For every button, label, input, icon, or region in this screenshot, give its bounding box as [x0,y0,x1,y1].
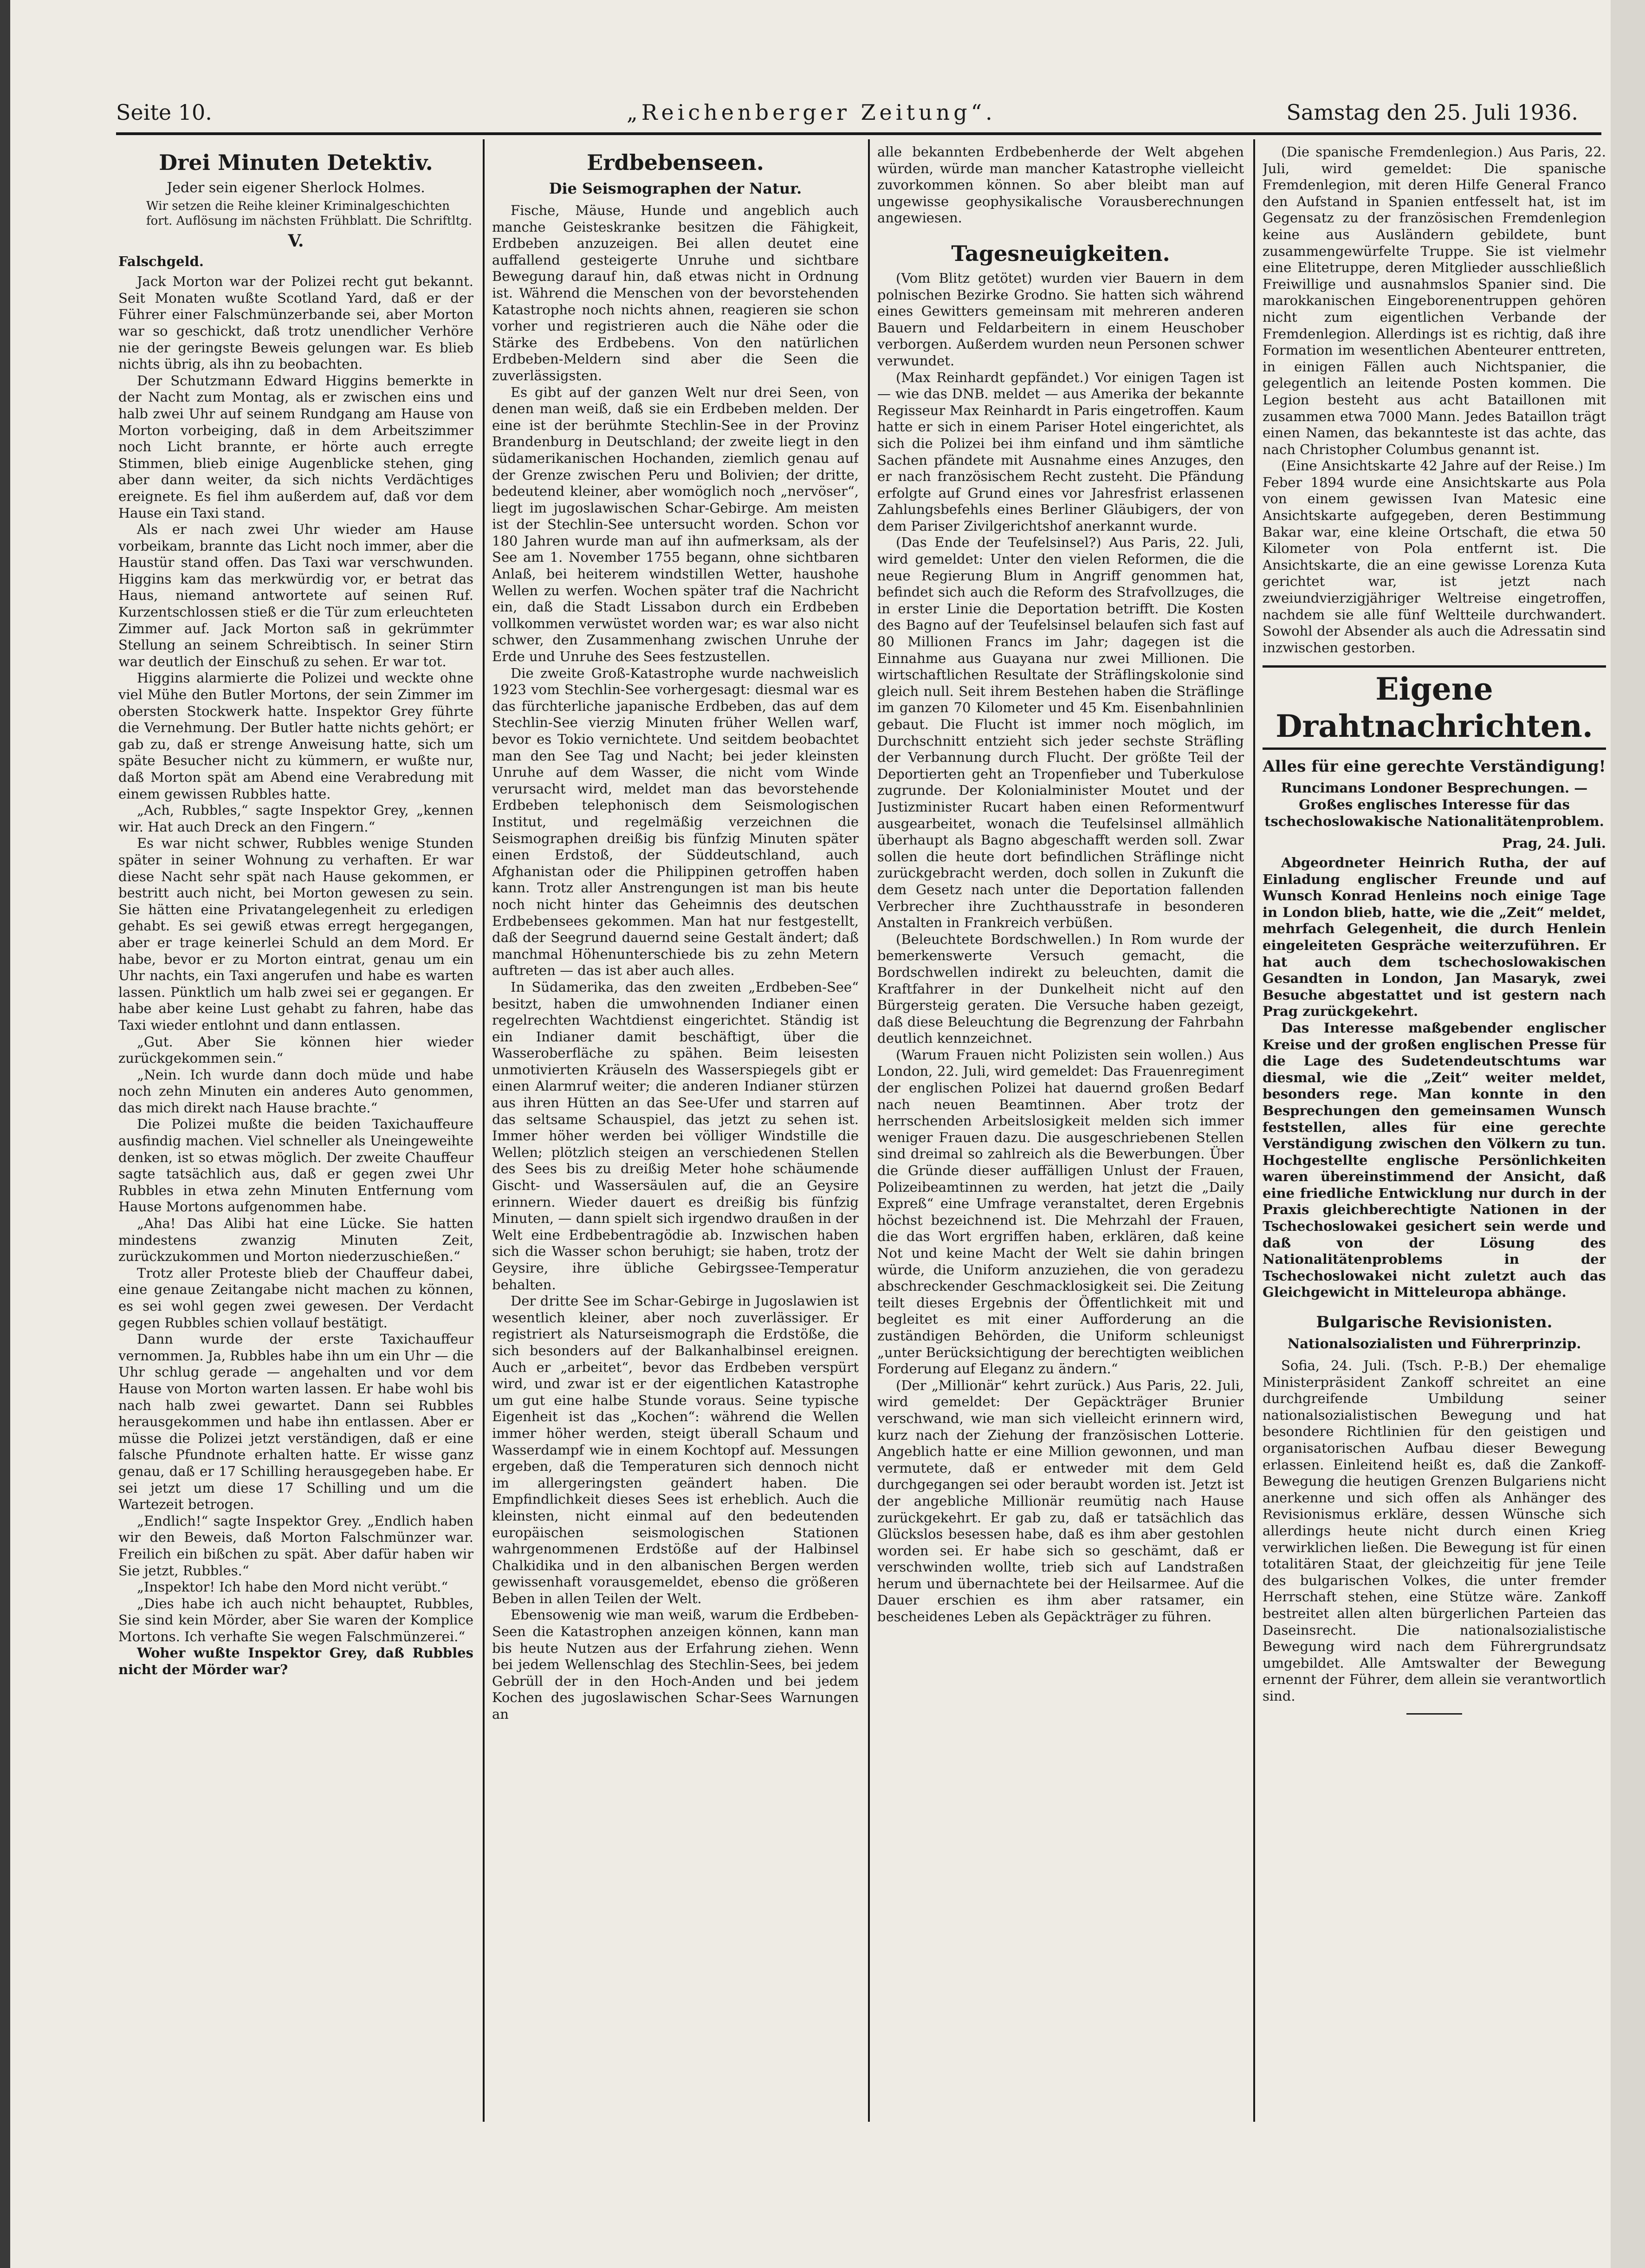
closing-question: Woher wußte Inspektor Grey, daß Rubbles nicht der Mörder war? [118,1645,473,1678]
paragraph: In Südamerika, das den zweiten „Erdbeben-See“ besitzt, haben die umwohnenden Indianer einen regelrechten Wachtdienst eingerichtet. Ständig ist ein Indianer damit beschäftigt, über die Wasseroberfläche zu spähen. Beim leisesten unmotivierten Kräuseln des Wasserspiegels gibt er einen Alarmruf weiter; die anderen Indianer stürzen aus ihren Hütten an das See-Ufer und starren auf das seltsame Schauspiel, das jetzt zu sehen ist. Immer höher werden bei völliger Windstille die Wellen; plötzlich steigen an verschiedenen Stellen des Sees bis zu dreißig Meter hohe schäumende Gischt- und Wassersäulen auf, die an Geysire erinnern. Wieder dauert es dreißig bis fünfzig Minuten, — dann spielt sich irgendwo draußen in der Welt eine Erdbebentragödie ab. Inzwischen haben sich die Wasser schon beruhigt; sie haben, trotz der Geysire, ihre übliche Gebirgssee-Temperatur behalten. [492,979,859,1293]
dateline: Prag, 24. Juli. [1502,835,1606,851]
paragraph: (Vom Blitz getötet) wurden vier Bauern in dem polnischen Bezirke Grodno. Sie hatten sich während eines Gewitters gemeinsam mit mehreren anderen Bauern und Feldarbeitern in einem Heuschober verborgen. Außerdem wurden neun Personen schwer verwundet. [877,270,1244,369]
paragraph: „Aha! Das Alibi hat eine Lücke. Sie hatten mindestens zwanzig Minuten Zeit, zurückzukommen und Morton niederzuschießen.“ [118,1215,473,1265]
paragraph: Sofia, 24. Juli. (Tsch. P.-B.) Der ehemalige Ministerpräsident Zankoff schreitet an eine durchgreifende Umbildung seiner nationalsozialistischen Bewegung und hat besondere Richtlinien für den geistigen und organisatorischen Aufbau dieser Bewegung erlassen. Einleitend heißt es, daß die Zankoff-Bewegung die heutigen Grenzen Bulgariens nicht anerkenne und sich offen als Anhänger des Revisionismus erkläre, dessen Wünsche sich allerdings heute nicht durch einen Krieg verwirklichen ließen. Die Bewegung ist für einen totalitären Staat, der gleichzeitig für jene Teile des bulgarischen Volkes, die unter fremder Herrschaft stehen, eine Stütze wäre. Zankoff bestreitet allen alten bürgerlichen Parteien das Daseinsrecht. Die nationalsozialistische Bewegung wird nach dem Führergrundsatz umgebildet. Alle Amtswalter der Bewegung ernennt der Führer, dem allein sie verantwortlich sind. [1263,1358,1606,1704]
end-rule [1406,1713,1462,1715]
paragraph: Der Schutzmann Edward Higgins bemerkte in der Nacht zum Montag, als er zwischen eins und halb zwei Uhr auf seinem Rundgang am Hause von Morton vorbeiging, daß in dem Arbeitszimmer noch Licht brannte, er hörte auch erregte Stimmen, blieb einige Augenblicke stehen, ging aber dann weiter, da sich nichts Verdächtiges ereignete. Es fiel ihm außerdem auf, daß vor dem Hause ein Taxi stand. [118,372,473,521]
paragraph: (Der „Millionär“ kehrt zurück.) Aus Paris, 22. Juli, wird gemeldet: Der Gepäckträger Brunier verschwand, wie man sich vielleicht erinnern wird, kurz nach der Ziehung der französischen Lotterie. Angeblich hatte er eine Million gewonnen, und man vermutete, daß er entweder mit dem Geld durchgegangen sei oder beraubt worden ist. Jetzt ist der angebliche Millionär reumütig nach Hause zurückgekehrt. Er gab zu, daß er tatsächlich das Glückslos besessen habe, daß es ihm aber gestohlen worden sei. Er habe sich so geschämt, daß er verschwinden wollte, trieb sich auf Landstraßen herum und übernachtete bei der Heilsarmee. Auf die Dauer erschien es ihm aber ratsamer, ein bescheidenes Leben als Gepäckträger zu führen. [877,1377,1244,1625]
page-number: Seite 10. [116,100,212,125]
part-number: V. [288,231,304,251]
column-divider [1253,139,1255,2122]
paragraph: Als er nach zwei Uhr wieder am Hause vorbeikam, brannte das Licht noch immer, aber die Haustür stand offen. Das Taxi war verschwunden. Higgins kam das merkwürdig vor, er betrat das Haus, niemand antwortete auf seinen Ruf. Kurzentschlossen stieß er die Tür zum erleuchteten Zimmer auf. Jack Morton saß in gekrümmter Stellung an seinem Schreibtisch. In seiner Stirn war deutlich der Einschuß zu sehen. Er war tot. [118,521,473,669]
news-items [877,270,1244,1625]
article-title: Drei Minuten Detektiv. [159,150,433,175]
column-2 [492,144,859,2126]
issue-date: Samstag den 25. Juli 1936. [1286,100,1578,125]
column-divider [868,139,870,2122]
column-divider [483,139,485,2122]
article-subtitle: Nationalsozialisten und Führerprinzip. [1287,1336,1581,1352]
paragraph: Fische, Mäuse, Hunde und angeblich auch manche Geisteskranke besitzen die Fähigkeit, Erdbeben anzuzeigen. Bei allen deutet eine auffallend gesteigerte Unruhe und sichtbare Bewegung darauf hin, daß etwas nicht in Ordnung ist. Während die Menschen von der bevorstehenden Katastrophe noch nichts ahnen, reagieren sie schon vorher und registrieren auch die Nähe oder die Stärke des Erdbebens. Von den natürlichen Erdbeben-Meldern sind aber die Seen die zuverlässigsten. [492,202,859,383]
paragraph: (Beleuchtete Bordschwellen.) In Rom wurde der bemerkenswerte Versuch gemacht, die Bordschwellen indirekt zu beleuchten, damit die Kraftfahrer in der Dunkelheit nicht auf den Bürgersteig geraten. Die Versuche haben gezeigt, daß diese Beleuchtung die Begrenzung der Fahrbahn deutlich kennzeichnet. [877,931,1244,1046]
paragraph: „Dies habe ich auch nicht behauptet, Rubbles, Sie sind kein Mörder, aber Sie waren der Komplice Mortons. Ich verhafte Sie wegen Falschmünzerei.“ [118,1595,473,1644]
section-banner: Eigene Drahtnachrichten. [1263,665,1606,750]
scan-edge-right [1611,0,1645,2268]
paragraph: Jack Morton war der Polizei recht gut bekannt. Seit Monaten wußte Scotland Yard, daß er der Führer einer Falschmünzerbande sei, aber Morton war so geschickt, daß trotz unendlicher Verhöre nie der geringste Beweis gelungen war. Es blieb nichts übrig, als ihn zu beobachten. [118,273,473,372]
article-body [118,273,473,1645]
column-1 [118,144,473,2126]
scan-edge-left [0,0,10,2268]
newspaper-masthead: „Reichenberger Zeitung“. [627,100,996,125]
paragraph: Ebensowenig wie man weiß, warum die Erdbeben-Seen die Katastrophen anzeigen können, kann man bis heute Nutzen aus der Erfahrung ziehen. Wenn bei jedem Wellenschlag des Stechlin-Sees, bei jedem Gebrüll der in den Hoch-Anden und bei jedem Kochen des jugoslawischen Schar-Sees Warnungen an [492,1607,859,1722]
paragraph: Der dritte See im Schar-Gebirge in Jugoslawien ist wesentlich kleiner, aber noch zuverlässiger. Er registriert als Naturseismograph die Erdstöße, die sich besonders auf der Balkanhalbinsel ereignen. Auch er „arbeitet“, bevor das Erdbeben verspürt wird, und zwar ist er der eigentlichen Katastrophe um gut eine halbe Stunde voraus. Seine typische Eigenheit ist das „Kochen“: während die Wellen immer höher werden, steigt überall Schaum und Wasserdampf wie in einem Kochtopf auf. Messungen ergeben, daß die Temperaturen sich dennoch nicht im allergeringsten geändert haben. Die Empfindlichkeit dieses Sees ist erheblich. Auch die kleinsten, nicht einmal auf den bedeutenden europäischen seismologischen Stationen wahrgenommenen Erdstöße auf der Halbinsel Chalkidika und in den albanischen Bergen werden gewissenhaft vorausgemeldet, ebenso die größeren Beben in allen Teilen der Welt. [492,1293,859,1606]
page-header [116,100,1578,132]
article-title: Bulgarische Revisionisten. [1316,1313,1553,1332]
article-subtitle: Jeder sein eigener Sherlock Holmes. [167,180,425,196]
paragraph: (Die spanische Fremdenlegion.) Aus Paris, 22. Juli, wird gemeldet: Die spanische Fremdenlegion, mit deren Hilfe General Franco den Aufstand in Spanien entfesselt hat, ist im Gegensatz zu der französischen Fremdenlegion keine aus Ausländern gebildete, bunt zusammengewürfelte Truppe. Sie ist vielmehr eine Elitetruppe, deren Mitglieder ausschließlich Freiwillige und ausnahmslos Spanier sind. Die marokkanischen Eingeborenentruppen gehören nicht zum eigentlichen Verbande der Fremdenlegion. Allerdings ist es richtig, daß ihre Formation im wesentlichen Abenteurer enttreten, in einigen Fällen auch Nichtspanier, die gelegentlich an leitende Posten kommen. Die Legion besteht aus acht Bataillonen mit zusammen etwa 7000 Mann. Jedes Bataillon trägt einen Namen, das bekannteste ist das achte, das nach Christopher Columbus genannt ist. [1263,144,1606,457]
article-body [1263,855,1606,1301]
article-body [492,202,859,1723]
paragraph: (Warum Frauen nicht Polizisten sein wollen.) Aus London, 22. Juli, wird gemeldet: Das Frauenregiment der englischen Polizei hat dauernd großen Bedarf nach neuen Beamtinnen. Aber trotz der herrschenden Arbeitslosigkeit melden sich immer weniger Frauen dazu. Die ausgeschriebenen Stellen sind dreimal so zahlreich als die Bewerbungen. Über die Gründe dieser auffälligen Unlust der Frauen, Polizeibeamtinnen zu werden, hat jetzt die „Daily Expreß“ eine Umfrage veranstaltet, deren Ergebnis höchst bezeichnend ist. Die Mehrzahl der Frauen, die das Wort ergriffen haben, erklären, daß keine Not und keine Macht der Welt sie dahin bringen würde, die Uniform anzuziehen, die von geradezu abschreckender Geschmacklosigkeit sei. Die Zeitung teilt dieses Ergebnis der Öffentlichkeit mit und begleitet es mit einer Aufforderung an die zuständigen Behörden, die Uniform schleunigst „unter Berücksichtigung der berechtigten weiblichen Forderung auf Eleganz zu ändern.“ [877,1046,1244,1377]
paragraph: (Das Ende der Teufelsinsel?) Aus Paris, 22. Juli, wird gemeldet: Unter den vielen Reformen, die die neue Regierung Blum in Angriff genommen hat, befindet sich auch die Reform des Strafvollzuges, die in erster Linie die Deportation betrifft. Die Kosten des Bagno auf der Teufelsinsel belaufen sich fast auf 80 Millionen Francs im Jahr; dagegen ist die Einnahme aus Guayana nur zwei Millionen. Die wirtschaftlichen Resultate der Sträflingskolonie sind gleich null. Seit ihrem Bestehen haben die Sträflinge im ganzen 70 Kilometer und 45 Km. Eisenbahnlinien gebaut. Die Flucht ist immer noch möglich, im Durchschnitt entzieht sich jeder sechste Sträfling der Verbannung durch Flucht. Der größte Teil der Deportierten geht an Tropenfieber und Tuberkulose zugrunde. Der Kolonialminister Moutet und der Justizminister Rucart haben einen Reformentwurf ausgearbeitet, wonach die Teufelsinsel allmählich überhaupt als Bagno abgeschafft werden soll. Zwar sollen die heute dort befindlichen Sträflinge nicht zurückgebracht werden, doch sollen in Zukunft die dem Gesetz nach unter die Deportation fallenden Verbrecher ihre Zuchthausstrafe in besonderen Anstalten in Frankreich verbüßen. [877,534,1244,931]
paragraph: Abgeordneter Heinrich Rutha, der auf Einladung englischer Freunde und auf Wunsch Konrad Henleins noch einige Tage in London blieb, hatte, wie die „Zeit“ meldet, mehrfach Gelegenheit, die durch Henlein eingeleiteten Gespräche weiterzuführen. Er hat auch dem tschechoslowakischen Gesandten in London, Jan Masaryk, zwei Besuche abgestattet und ist gestern nach Prag zurückgekehrt. [1263,855,1606,1020]
article-title: Erdbebenseen. [587,150,764,175]
paragraph: Es war nicht schwer, Rubbles wenige Stunden später in seiner Wohnung zu verhaften. Er war diese Nacht sehr spät nach Hause gekommen, er bestritt auch nicht, bei Morton gewesen zu sein. Sie hätten eine Privatangelegenheit zu erledigen gehabt. Es sei gewiß etwas erregt hergegangen, aber er trage keinerlei Schuld an dem Mord. Er habe, bevor er zu Morton eintrat, genau um ein Uhr nachts, ein Taxi angerufen und habe es warten lassen. Pünktlich um halb zwei sei er gegangen. Er habe aber keine Lust gehabt zu fahren, habe das Taxi wieder entlohnt und dann entlassen. [118,835,473,1033]
story-head: Falschgeld. [118,253,204,269]
paragraph: (Eine Ansichtskarte 42 Jahre auf der Reise.) Im Feber 1894 wurde eine Ansichtskarte aus Pola von einem gewissen Ivan Matesic eine Ansichtskarte aufgegeben, deren Bestimmung Bakar war, eine kleine Ortschaft, die etwa 50 Kilometer von Pola entfernt ist. Die Ansichtskarte, die an eine gewisse Lorenza Kuta gerichtet war, ist jetzt nach zweiundvierzigjähriger Weltreise eingetroffen, nachdem sie alle fünf Weltteile durchwandert. Sowohl der Absender als auch die Adressatin sind inzwischen gestorben. [1263,458,1606,656]
article-subtitle: Die Seismographen der Natur. [549,180,802,197]
article-continuation: alle bekannten Erdbebenherde der Welt abgehen würden, würde man mancher Katastrophe vielleicht zuvorkommen können. So aber bleibt man auf ungewisse geophysikalische Vorausberechnungen angewiesen. [877,144,1244,226]
paragraph: Die Polizei mußte die beiden Taxichauffeure ausfindig machen. Viel schneller als Uneingeweihte denken, ist so etwas möglich. Der zweite Chauffeur sagte tatsächlich aus, daß er gegen zwei Uhr Rubbles in etwa zehn Minuten Entfernung vom Hause Mortons aufgenommen habe. [118,1116,473,1215]
column-3 [877,144,1244,2126]
article-subtitle: Runcimans Londoner Besprechungen. — Großes englisches Interesse für das tschechoslowakische Nationalitätenproblem. [1264,780,1604,830]
paragraph: „Gut. Aber Sie können hier wieder zurückgekommen sein.“ [118,1033,473,1066]
paragraph: Die zweite Groß-Katastrophe wurde nachweislich 1923 vom Stechlin-See vorhergesagt: diesmal war es das fürchterliche japanische Erdbeben, das auf dem Stechlin-See vierzig Minuten früher Wellen warf, bevor es Tokio vernichtete. Und seitdem beobachtet man den See Tag und Nacht; bei jeder kleinsten Unruhe auf dem Wasser, die nicht vom Winde verursacht wird, meldet man das bevorstehende Erdbeben telephonisch dem Seismologischen Institut, und regelmäßig verzeichnen die Seismographen dreißig bis fünfzig Minuten später einen Erdstoß, der Süddeutschland, auch Afghanistan oder die Philippinen getroffen haben kann. Trotz aller Anstrengungen ist man bis heute noch nicht hinter das Geheimnis des deutschen Erdbebensees gekommen. Man hat nur festgestellt, daß der Seegrund dauernd seine Gestalt ändert; daß manchmal Höhenunterschiede bis zu zehn Metern auftreten — das ist aber auch alles. [492,665,859,979]
paragraph: „Nein. Ich wurde dann doch müde und habe noch zehn Minuten ein anderes Auto genommen, das mich direkt nach Hause brachte.“ [118,1066,473,1116]
header-rule [116,132,1601,135]
paragraph: Es gibt auf der ganzen Welt nur drei Seen, von denen man weiß, daß sie ein Erdbeben melden. Der eine ist der berühmte Stechlin-See in der Provinz Brandenburg in Deutschland; der zweite liegt in den südamerikanischen Hochanden, ziemlich genau auf der Grenze zwischen Peru und Bolivien; der dritte, bedeutend kleiner, aber womöglich noch „nervöser“, liegt im jugoslawischen Schar-Gebirge. Am meisten ist der Stechlin-See untersucht worden. Schon vor 180 Jahren wurde man auf ihn aufmerksam, als der See am 1. November 1755 begann, ohne sichtbaren Anlaß, bei heiterem windstillen Wetter, haushohe Wellen zu werfen. Wochen später traf die Nachricht ein, daß die Stadt Lissabon durch ein Erdbeben vollkommen verwüstet worden war; es war also nicht schwer, den Zusammenhang zwischen Unruhe der Erde und Unruhe des Sees festzustellen. [492,384,859,665]
paragraph: Das Interesse maßgebender englischer Kreise und der großen englischen Presse für die Lage des Sudetendeutschtums war diesmal, wie die „Zeit“ weiter meldet, besonders rege. Man konnte in den Besprechungen den gemeinsamen Wunsch feststellen, alles für eine gerechte Verständigung zwischen den Völkern zu tun. Hochgestellte englische Persönlichkeiten waren übereinstimmend der Ansicht, daß eine friedliche Entwicklung nur durch in der Praxis gleichberechtigte Nationen in der Tschechoslowakei gesichert sein werde und daß von der Lösung des Nationalitätenproblems in der Tschechoslowakei nicht zuletzt auch das Gleichgewicht in Mitteleuropa abhänge. [1263,1020,1606,1300]
paragraph: Higgins alarmierte die Polizei und weckte ohne viel Mühe den Butler Mortons, der sein Zimmer im obersten Stockwerk hatte. Inspektor Grey führte die Vernehmung. Der Butler hatte nichts gehört; er gab zu, daß er strenge Anweisung hatte, sich um späte Besucher nicht zu kümmern, er wußte nur, daß Morton spät am Abend eine Verabredung mit einem gewissen Rubbles hatte. [118,670,473,802]
paragraph: (Max Reinhardt gepfändet.) Vor einigen Tagen ist — wie das DNB. meldet — aus Amerika der bekannte Regisseur Max Reinhardt in Paris eingetroffen. Kaum hatte er sich in einem Pariser Hotel eingerichtet, als sich die Polizei bei ihm einfand und ihm sämtliche Sachen pfändete mit Ausnahme eines Anzuges, den er nach französischem Recht zusteht. Die Pfändung erfolgte auf Grund eines vor Jahresfrist erlassenen Zahlungsbefehls eines Berliner Gläubigers, der von dem Pariser Zivilgerichtshof anerkannt wurde. [877,369,1244,534]
paragraph: „Endlich!“ sagte Inspektor Grey. „Endlich haben wir den Beweis, daß Morton Falschmünzer war. Freilich ein bißchen zu spät. Aber dafür haben wir Sie jetzt, Rubbles.“ [118,1513,473,1579]
article-body [1263,1358,1606,1704]
paragraph: „Inspektor! Ich habe den Mord nicht verübt.“ [137,1579,448,1595]
section-title: Tagesneuigkeiten. [951,240,1170,266]
news-items [1263,144,1606,656]
paragraph: „Ach, Rubbles,“ sagte Inspektor Grey, „kennen wir. Hat auch Dreck an den Fingern.“ [118,802,473,835]
paragraph: Dann wurde der erste Taxichauffeur vernommen. Ja, Rubbles habe ihn um ein Uhr — die Uhr schlug gerade — angehalten und vor dem Hause von Morton warten lassen. Er habe wohl bis nach halb zwei gewartet. Dann sei Rubbles herausgekommen und habe ihn entlassen. Aber er müsse die Polizei jetzt verständigen, daß er eine falsche Pfundnote erhalten hatte. Er wisse ganz genau, daß er 17 Schilling herausgegeben habe. Er sei jetzt um diese 17 Schilling und um die Wartezeit betrogen. [118,1331,473,1513]
paragraph: Trotz aller Proteste blieb der Chauffeur dabei, eine genaue Zeitangabe nicht machen zu können, es sei wohl gegen zwei gewesen. Der Verdacht gegen Rubbles schien vollauf bestätigt. [118,1265,473,1331]
column-4 [1263,144,1606,2126]
editor-note: Wir setzen die Reihe kleiner Kriminalgeschichten fort. Auflösung im nächsten Frühblatt. Die Schriftltg. [146,199,473,228]
article-title: Alles für eine gerechte Verständigung! [1263,757,1606,776]
